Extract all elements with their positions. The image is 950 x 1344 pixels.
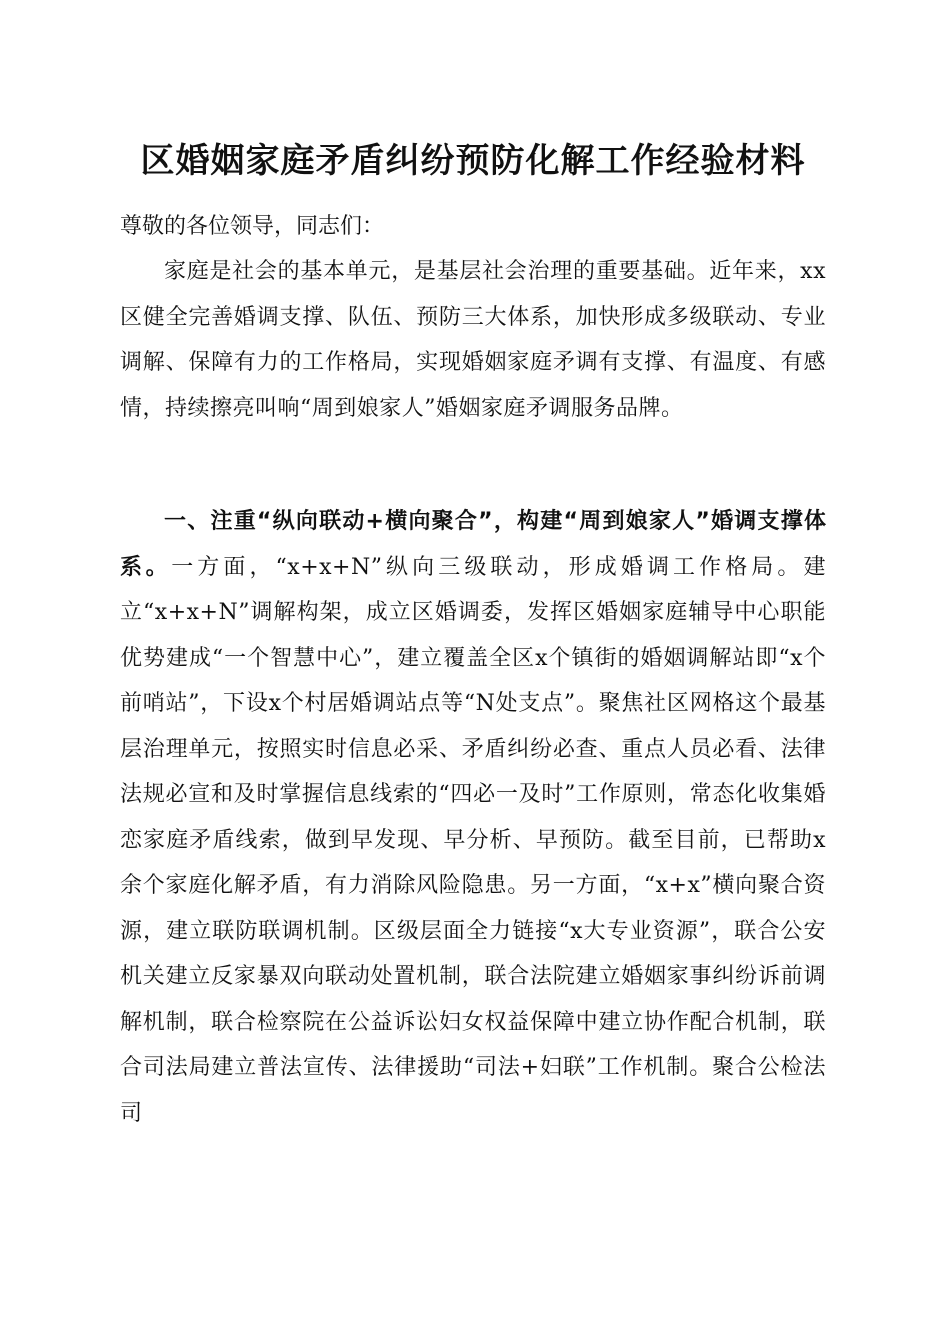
section-one-body: 一方面，“x+x+N”纵向三级联动，形成婚调工作格局。建立“x+x+N”调解构架，成立区婚调委，发挥区婚姻家庭辅导中心职能优势建成“一个智慧中心”，建立覆盖全区x个镇街的婚姻调解站即“x个前哨站”，下设x个村居婚调站点等“N处支点”。聚焦社区网格这个最基层治理单元，按照实时信息必采、矛盾纠纷必查、重点人员必看、法律法规必宣和及时掌握信息线索的“四必一及时”工作原则，常态化收集婚恋家庭矛盾线索，做到早发现、早分析、早预防。截至目前，已帮助x余个家庭化解矛盾，有力消除风险隐患。另一方面，“x+x”横向聚合资源，建立联防联调机制。区级层面全力链接“x大专业资源”，联合公安机关建立反家暴双向联动处置机制，联合法院建立婚姻家事纠纷诉前调解机制，联合检察院在公益诉讼妇女权益保障中建立协作配合机制，联合司法局建立普法宣传、法律援助“司法+妇联”工作机制。聚合公检法司: [120, 554, 826, 1126]
salutation: 尊敬的各位领导，同志们：: [120, 214, 385, 239]
paragraph-section-one: [120, 499, 826, 1136]
paragraph-intro: 家庭是社会的基本单元，是基层社会治理的重要基础。近年来，xx区健全完善婚调支撑、队伍、预防三大体系，加快形成多级联动、专业调解、保障有力的工作格局，实现婚姻家庭矛调有支撑、有温度、有感情，持续擦亮叫响“周到娘家人”婚姻家庭矛调服务品牌。: [120, 259, 826, 421]
section-one-heading: 一、注重“纵向联动+横向聚合”，构建“周到娘家人”婚调支撑体系。: [120, 509, 826, 580]
document-title: 区婚姻家庭矛盾纠纷预防化解工作经验材料: [140, 141, 806, 181]
